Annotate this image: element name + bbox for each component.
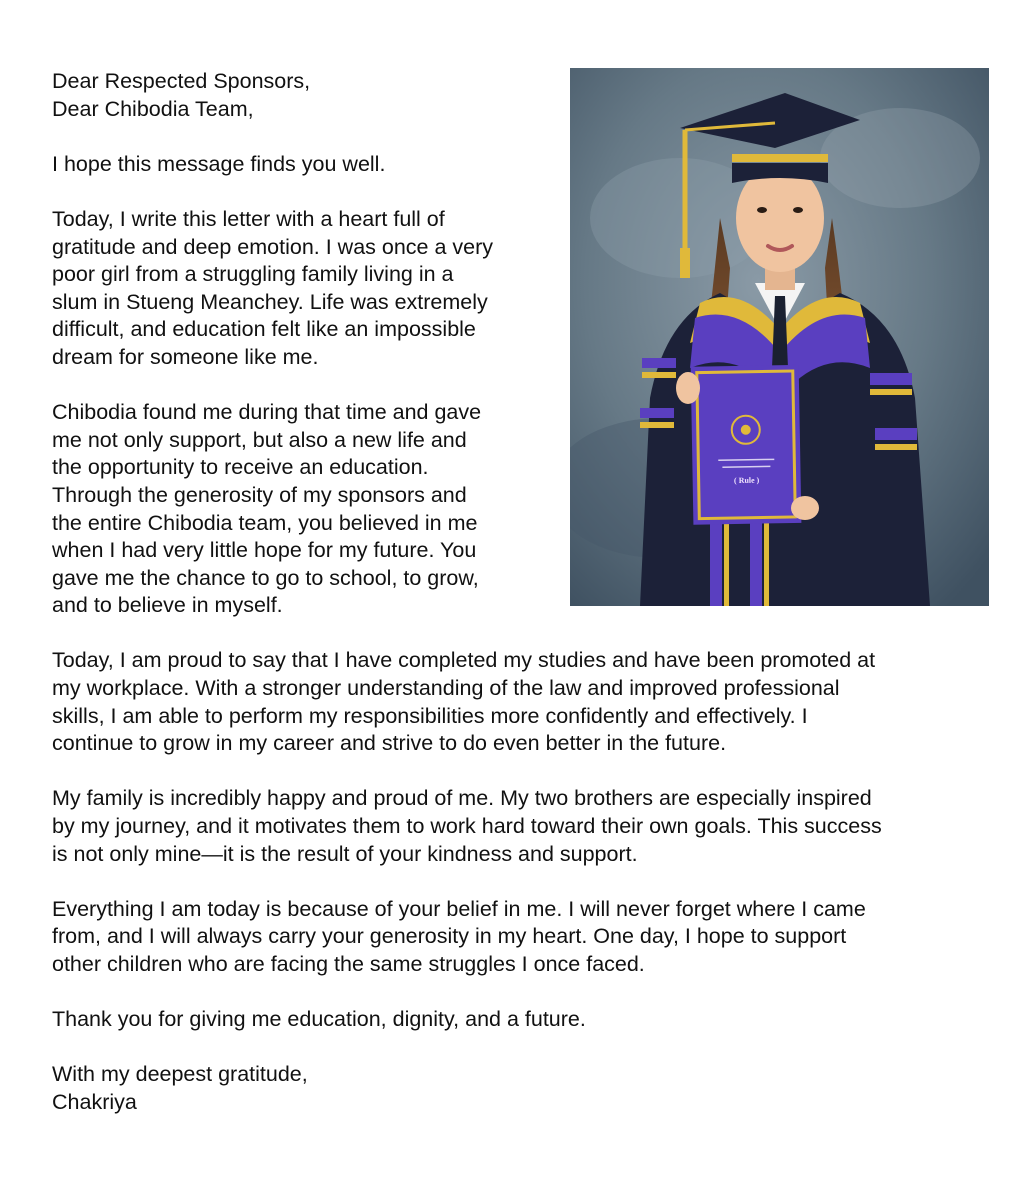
paragraph-line: my workplace. With a stronger understanding of the law and improved professional xyxy=(52,676,840,701)
certificate xyxy=(691,365,802,525)
paragraph-line: Everything I am today is because of your belief in me. I will never forget where I came xyxy=(52,896,866,921)
paragraph-line: Today, I am proud to say that I have completed my studies and have been promoted at xyxy=(52,648,876,673)
certificate-label: ( Rule ) xyxy=(733,475,760,486)
paragraph-line: other children who are facing the same struggles I once faced. xyxy=(52,952,645,976)
closing-line: With my deepest gratitude, xyxy=(52,1062,308,1087)
paragraph-line: continue to grow in my career and strive to do even better in the future. xyxy=(52,731,727,756)
paragraph-line: slum in Stueng Meanchey. Life was extremely xyxy=(52,289,488,314)
paragraph-4 xyxy=(52,785,992,868)
salutation-line: Dear Chibodia Team, xyxy=(52,96,254,121)
paragraph-line: Through the generosity of my sponsors and xyxy=(52,482,467,507)
signature-name: Chakriya xyxy=(52,1089,137,1114)
salutation-line: Dear Respected Sponsors, xyxy=(52,69,311,93)
opening-line: I hope this message finds you well. xyxy=(52,151,386,176)
closing xyxy=(52,1061,992,1116)
paragraph-line: gratitude and deep emotion. I was once a very xyxy=(52,234,494,259)
paragraph-5 xyxy=(52,896,992,979)
paragraph-line: skills, I am able to perform my responsibilities more confidently and effectively. I xyxy=(52,703,808,728)
graduation-photo xyxy=(570,68,989,606)
paragraph-line: from, and I will always carry your generosity in my heart. One day, I hope to support xyxy=(52,924,847,949)
paragraph-3 xyxy=(52,647,992,757)
paragraph-line: when I had very little hope for my future. You xyxy=(52,538,477,563)
paragraph-line: and to believe in myself. xyxy=(52,593,283,618)
paragraph-line: gave me the chance to go to school, to grow, xyxy=(52,565,479,590)
paragraph-line: dream for someone like me. xyxy=(52,344,319,369)
paragraph-line: the opportunity to receive an education. xyxy=(52,455,429,480)
paragraph-line: by my journey, and it motivates them to work hard toward their own goals. This success xyxy=(52,814,882,839)
paragraph-line: Today, I write this letter with a heart full of xyxy=(52,206,445,231)
paragraph-line: the entire Chibodia team, you believed in me xyxy=(52,510,478,535)
paragraph-line: is not only mine—it is the result of your kindness and support. xyxy=(52,841,638,866)
graduation-portrait-illustration xyxy=(570,68,989,606)
paragraph-line: difficult, and education felt like an impossible xyxy=(52,317,476,342)
paragraph-line: me not only support, but also a new life and xyxy=(52,427,467,452)
paragraph-line: Chibodia found me during that time and gave xyxy=(52,400,482,425)
paragraph-line: My family is incredibly happy and proud of me. My two brothers are especially inspired xyxy=(52,786,872,811)
thank-you-line: Thank you for giving me education, dignity, and a future. xyxy=(52,1007,586,1032)
paragraph-line: poor girl from a struggling family living in a xyxy=(52,262,454,287)
